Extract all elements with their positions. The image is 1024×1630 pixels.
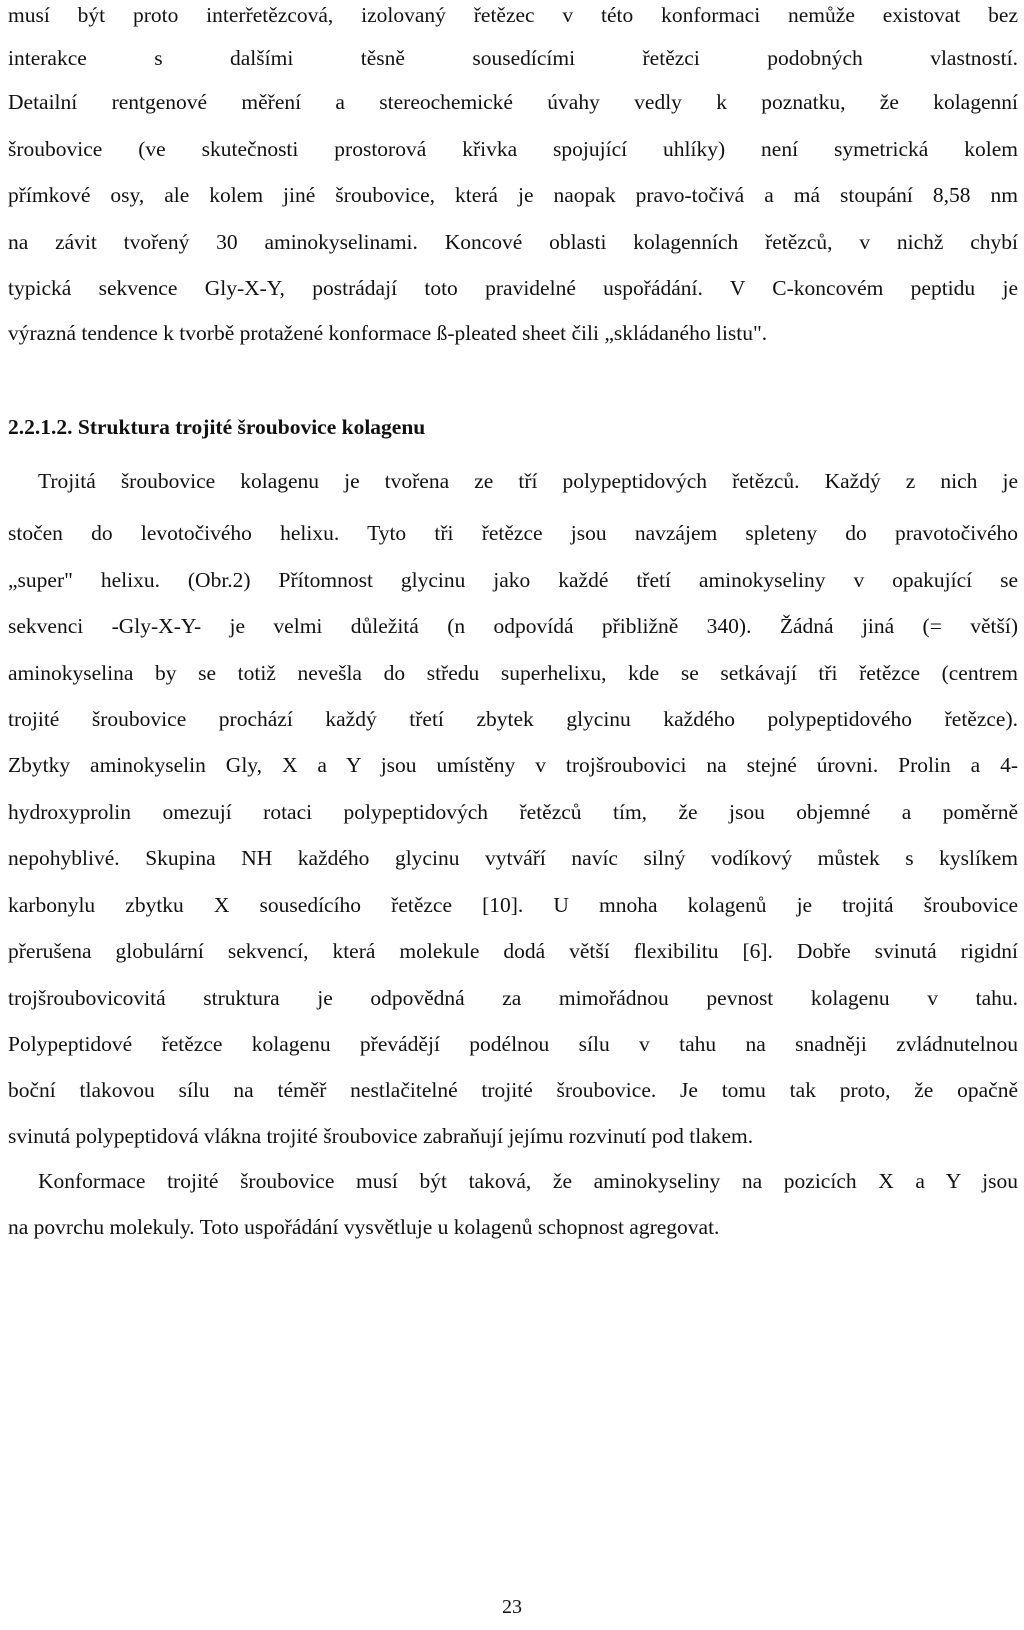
text-line: na povrchu molekuly. Toto uspořádání vysvětluje u kolagenů schopnost agregovat. [8,1215,720,1239]
text-line: Detailní rentgenové měření a stereochemické úvahy vedly k poznatku, že kolagenní [8,90,1018,114]
text-line: Trojitá šroubovice kolagenu je tvořena ze tří polypeptidových řetězců. Každý z nich je [38,469,1018,493]
text-line: aminokyselina by se totiž nevešla do středu superhelixu, kde se setkávají tři řetězce (centrem [8,661,1018,685]
text-line: na závit tvořený 30 aminokyselinami. Koncové oblasti kolagenních řetězců, v nichž chybí [8,230,1018,254]
text-line: „super" helixu. (Obr.2) Přítomnost glycinu jako každé třetí aminokyseliny v opakující se [8,568,1018,592]
text-line: boční tlakovou sílu na téměř nestlačitelné trojité šroubovice. Je tomu tak proto, že opačně [8,1078,1018,1102]
text-line: interakce s dalšími těsně sousedícími řetězci podobných vlastností. [8,46,1018,70]
text-line: přímkové osy, ale kolem jiné šroubovice, která je naopak pravo-točivá a má stoupání 8,58 nm [8,183,1018,207]
section-heading: 2.2.1.2. Struktura trojité šroubovice kolagenu [8,415,426,439]
page-number: 23 [502,1596,522,1618]
text-line: přerušena globulární sekvencí, která molekule dodá větší flexibilitu [6]. Dobře svinutá rigidní [8,939,1018,963]
text-line: výrazná tendence k tvorbě protažené konformace ß-pleated sheet čili „skládaného listu". [8,321,768,345]
text-line: typická sekvence Gly-X-Y, postrádají toto pravidelné uspořádání. V C-koncovém peptidu je [8,276,1018,300]
text-line: trojité šroubovice prochází každý třetí zbytek glycinu každého polypeptidového řetězce). [8,707,1018,731]
text-line: Konformace trojité šroubovice musí být taková, že aminokyseliny na pozicích X a Y jsou [38,1169,1018,1193]
text-line: Polypeptidové řetězce kolagenu převádějí podélnou sílu v tahu na snadněji zvládnutelnou [8,1032,1018,1056]
text-line: svinutá polypeptidová vlákna trojité šroubovice zabraňují jejímu rozvinutí pod tlakem. [8,1124,754,1148]
text-line: nepohyblivé. Skupina NH každého glycinu vytváří navíc silný vodíkový můstek s kyslíkem [8,846,1018,870]
text-line: hydroxyprolin omezují rotaci polypeptidových řetězců tím, že jsou objemné a poměrně [8,800,1018,824]
text-line: Zbytky aminokyselin Gly, X a Y jsou umístěny v trojšroubovici na stejné úrovni. Prolin a 4- [8,753,1018,777]
text-line: musí být proto interřetězcová, izolovaný řetězec v této konformaci nemůže existovat bez [8,3,1018,27]
text-line: stočen do levotočivého helixu. Tyto tři řetězce jsou navzájem spleteny do pravotočivého [8,521,1018,545]
text-line: šroubovice (ve skutečnosti prostorová křivka spojující uhlíky) není symetrická kolem [8,137,1018,161]
text-line: trojšroubovicovitá struktura je odpovědná za mimořádnou pevnost kolagenu v tahu. [8,986,1018,1010]
text-line: karbonylu zbytku X sousedícího řetězce [10]. U mnoha kolagenů je trojitá šroubovice [8,893,1018,917]
text-line: sekvenci -Gly-X-Y- je velmi důležitá (n odpovídá přibližně 340). Žádná jiná (= větší) [8,614,1018,638]
